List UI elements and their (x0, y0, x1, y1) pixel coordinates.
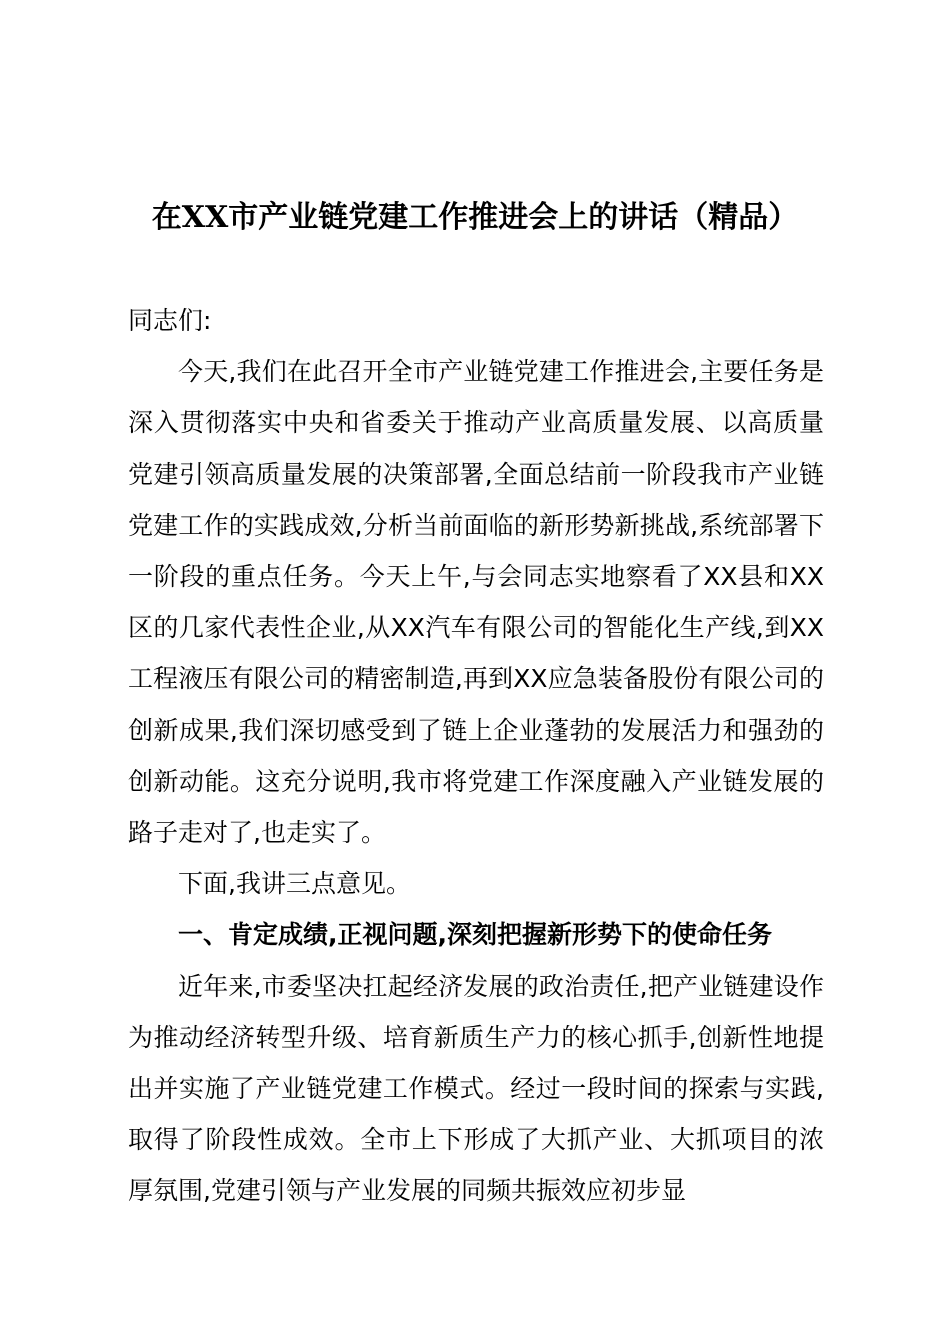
paragraph-section-one: 近年来,市委坚决扛起经济发展的政治责任,把产业链建设作为推动经济转型升级、培育新质生产力的核心抓手,创新性地提出并实施了产业链党建工作模式。经过一段时间的探索与实践,取得了阶段性成效。全市上下形成了大抓产业、大抓项目的浓厚氛围,党建引领与产业发展的同频共振效应初步显 (128, 971, 824, 1206)
document-title: 在XX市产业链党建工作推进会上的讲话（精品） (151, 200, 799, 235)
document-body (128, 295, 824, 1217)
paragraph-opening: 今天,我们在此召开全市产业链党建工作推进会,主要任务是深入贯彻落实中央和省委关于推动产业高质量发展、以高质量党建引领高质量发展的决策部署,全面总结前一阶段我市产业链党建工作的实践成效,分析当前面临的新形势新挑战,系统部署下一阶段的重点任务。今天上午,与会同志实地察看了XX县和XX区的几家代表性企业,从XX汽车有限公司的智能化生产线,到XX工程液压有限公司的精密制造,再到XX应急装备股份有限公司的创新成果,我们深切感受到了链上企业蓬勃的发展活力和强劲的创新动能。这充分说明,我市将党建工作深度融入产业链发展的路子走对了,也走实了。 (128, 357, 824, 848)
salutation: 同志们: (128, 306, 212, 335)
paragraph-outline: 下面,我讲三点意见。 (178, 869, 411, 899)
section-heading: 一、肯定成绩,正视问题,深刻把握新形势下的使命任务 (178, 920, 772, 950)
